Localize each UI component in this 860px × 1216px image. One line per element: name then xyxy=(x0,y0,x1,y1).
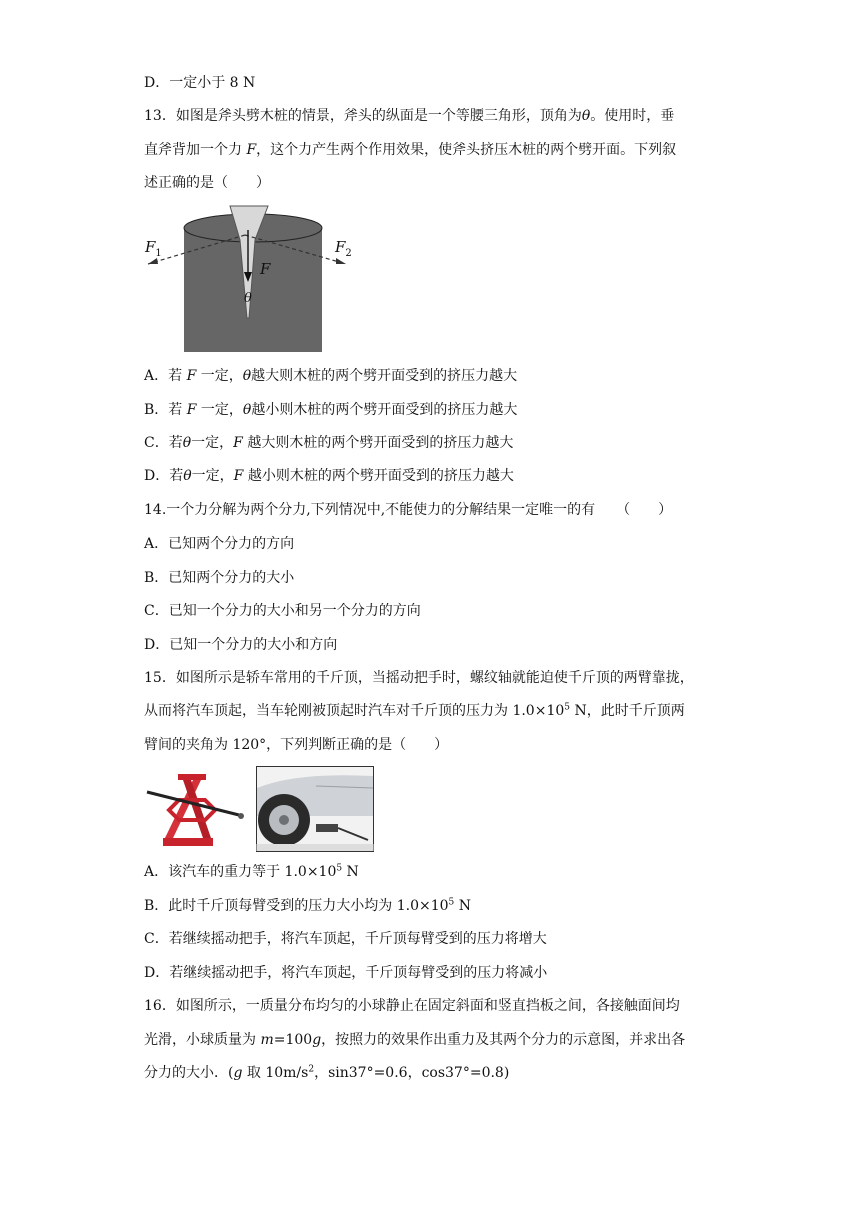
q14-option-b: B．已知两个分力的大小 xyxy=(144,570,295,586)
car-jack-image xyxy=(256,766,374,852)
q13-option-c: C．若θ一定，F 越大则木桩的两个劈开面受到的挤压力越大 xyxy=(144,435,514,451)
q16-stem-line2: 光滑，小球质量为 m=100g，按照力的效果作出重力及其两个分力的示意图，并求出各 xyxy=(144,1032,686,1048)
svg-text:F2: $F_2$ xyxy=(335,238,352,259)
q15-option-c: C．若继续摇动把手，将汽车顶起，千斤顶每臂受到的压力将增大 xyxy=(144,931,547,947)
label-theta: θ xyxy=(244,291,252,306)
axe-log-figure xyxy=(140,200,360,358)
q13-option-a: A．若 F 一定，θ越大则木桩的两个劈开面受到的挤压力越大 xyxy=(144,368,518,384)
q13-stem-line2: 直斧背加一个力 F，这个力产生两个作用效果，使斧头挤压木桩的两个劈开面。下列叙 xyxy=(144,142,677,158)
label-f1: F xyxy=(145,238,156,256)
q14-option-c: C．已知一个分力的大小和另一个分力的方向 xyxy=(144,603,421,619)
scissor-jack-image xyxy=(143,770,247,850)
q13-option-d: D．若θ一定，F 越小则木桩的两个劈开面受到的挤压力越大 xyxy=(144,468,514,484)
svg-text:F1: $F_1$ xyxy=(145,238,162,259)
q16-stem-line3: 分力的大小．(g 取 $10m/s^2$，sin37°=0.6，cos37°=0.8) xyxy=(144,1064,510,1081)
q13-option-b: B．若 F 一定，θ越小则木桩的两个劈开面受到的挤压力越大 xyxy=(144,402,518,418)
label-f2: F xyxy=(335,238,346,256)
q14-option-d: D．已知一个分力的大小和方向 xyxy=(144,637,338,653)
q14-option-a: A．已知两个分力的方向 xyxy=(144,536,295,552)
q15-option-a: A．该汽车的重力等于 $1.0\times 10^5$ N xyxy=(144,863,359,880)
q15-stem-line3: 臂间的夹角为 120°，下列判断正确的是（ ） xyxy=(144,737,449,753)
q16-stem-line1: 16．如图所示，一质量分布均匀的小球静止在固定斜面和竖直挡板之间，各接触面间均 xyxy=(144,998,680,1014)
q15-option-b: B．此时千斤顶每臂受到的压力大小均为 $1.0\times 10^5$ N xyxy=(144,897,471,914)
q15-stem-line2: 从而将汽车顶起，当车轮刚被顶起时汽车对千斤顶的压力为 $1.0\times 10^5$ N，此时千斤顶两 xyxy=(144,702,685,719)
q15-option-d: D．若继续摇动把手，将汽车顶起，千斤顶每臂受到的压力将减小 xyxy=(144,965,548,981)
q15-stem-line1: 15．如图所示是轿车常用的千斤顶，当摇动把手时，螺纹轴就能迫使千斤顶的两臂靠拢， xyxy=(144,670,694,686)
q12-option-d: D．一定小于 8 N xyxy=(144,75,256,91)
q13-stem-line3: 述正确的是（ ） xyxy=(144,175,270,191)
q13-stem-line1: 13．如图是斧头劈木桩的情景，斧头的纵面是一个等腰三角形，顶角为θ。使用时，垂 xyxy=(144,108,675,124)
q14-stem: 14.一个力分解为两个分力,下列情况中,不能使力的分解结果一定唯一的有 （ ） xyxy=(144,502,673,518)
label-f: F xyxy=(260,260,271,278)
